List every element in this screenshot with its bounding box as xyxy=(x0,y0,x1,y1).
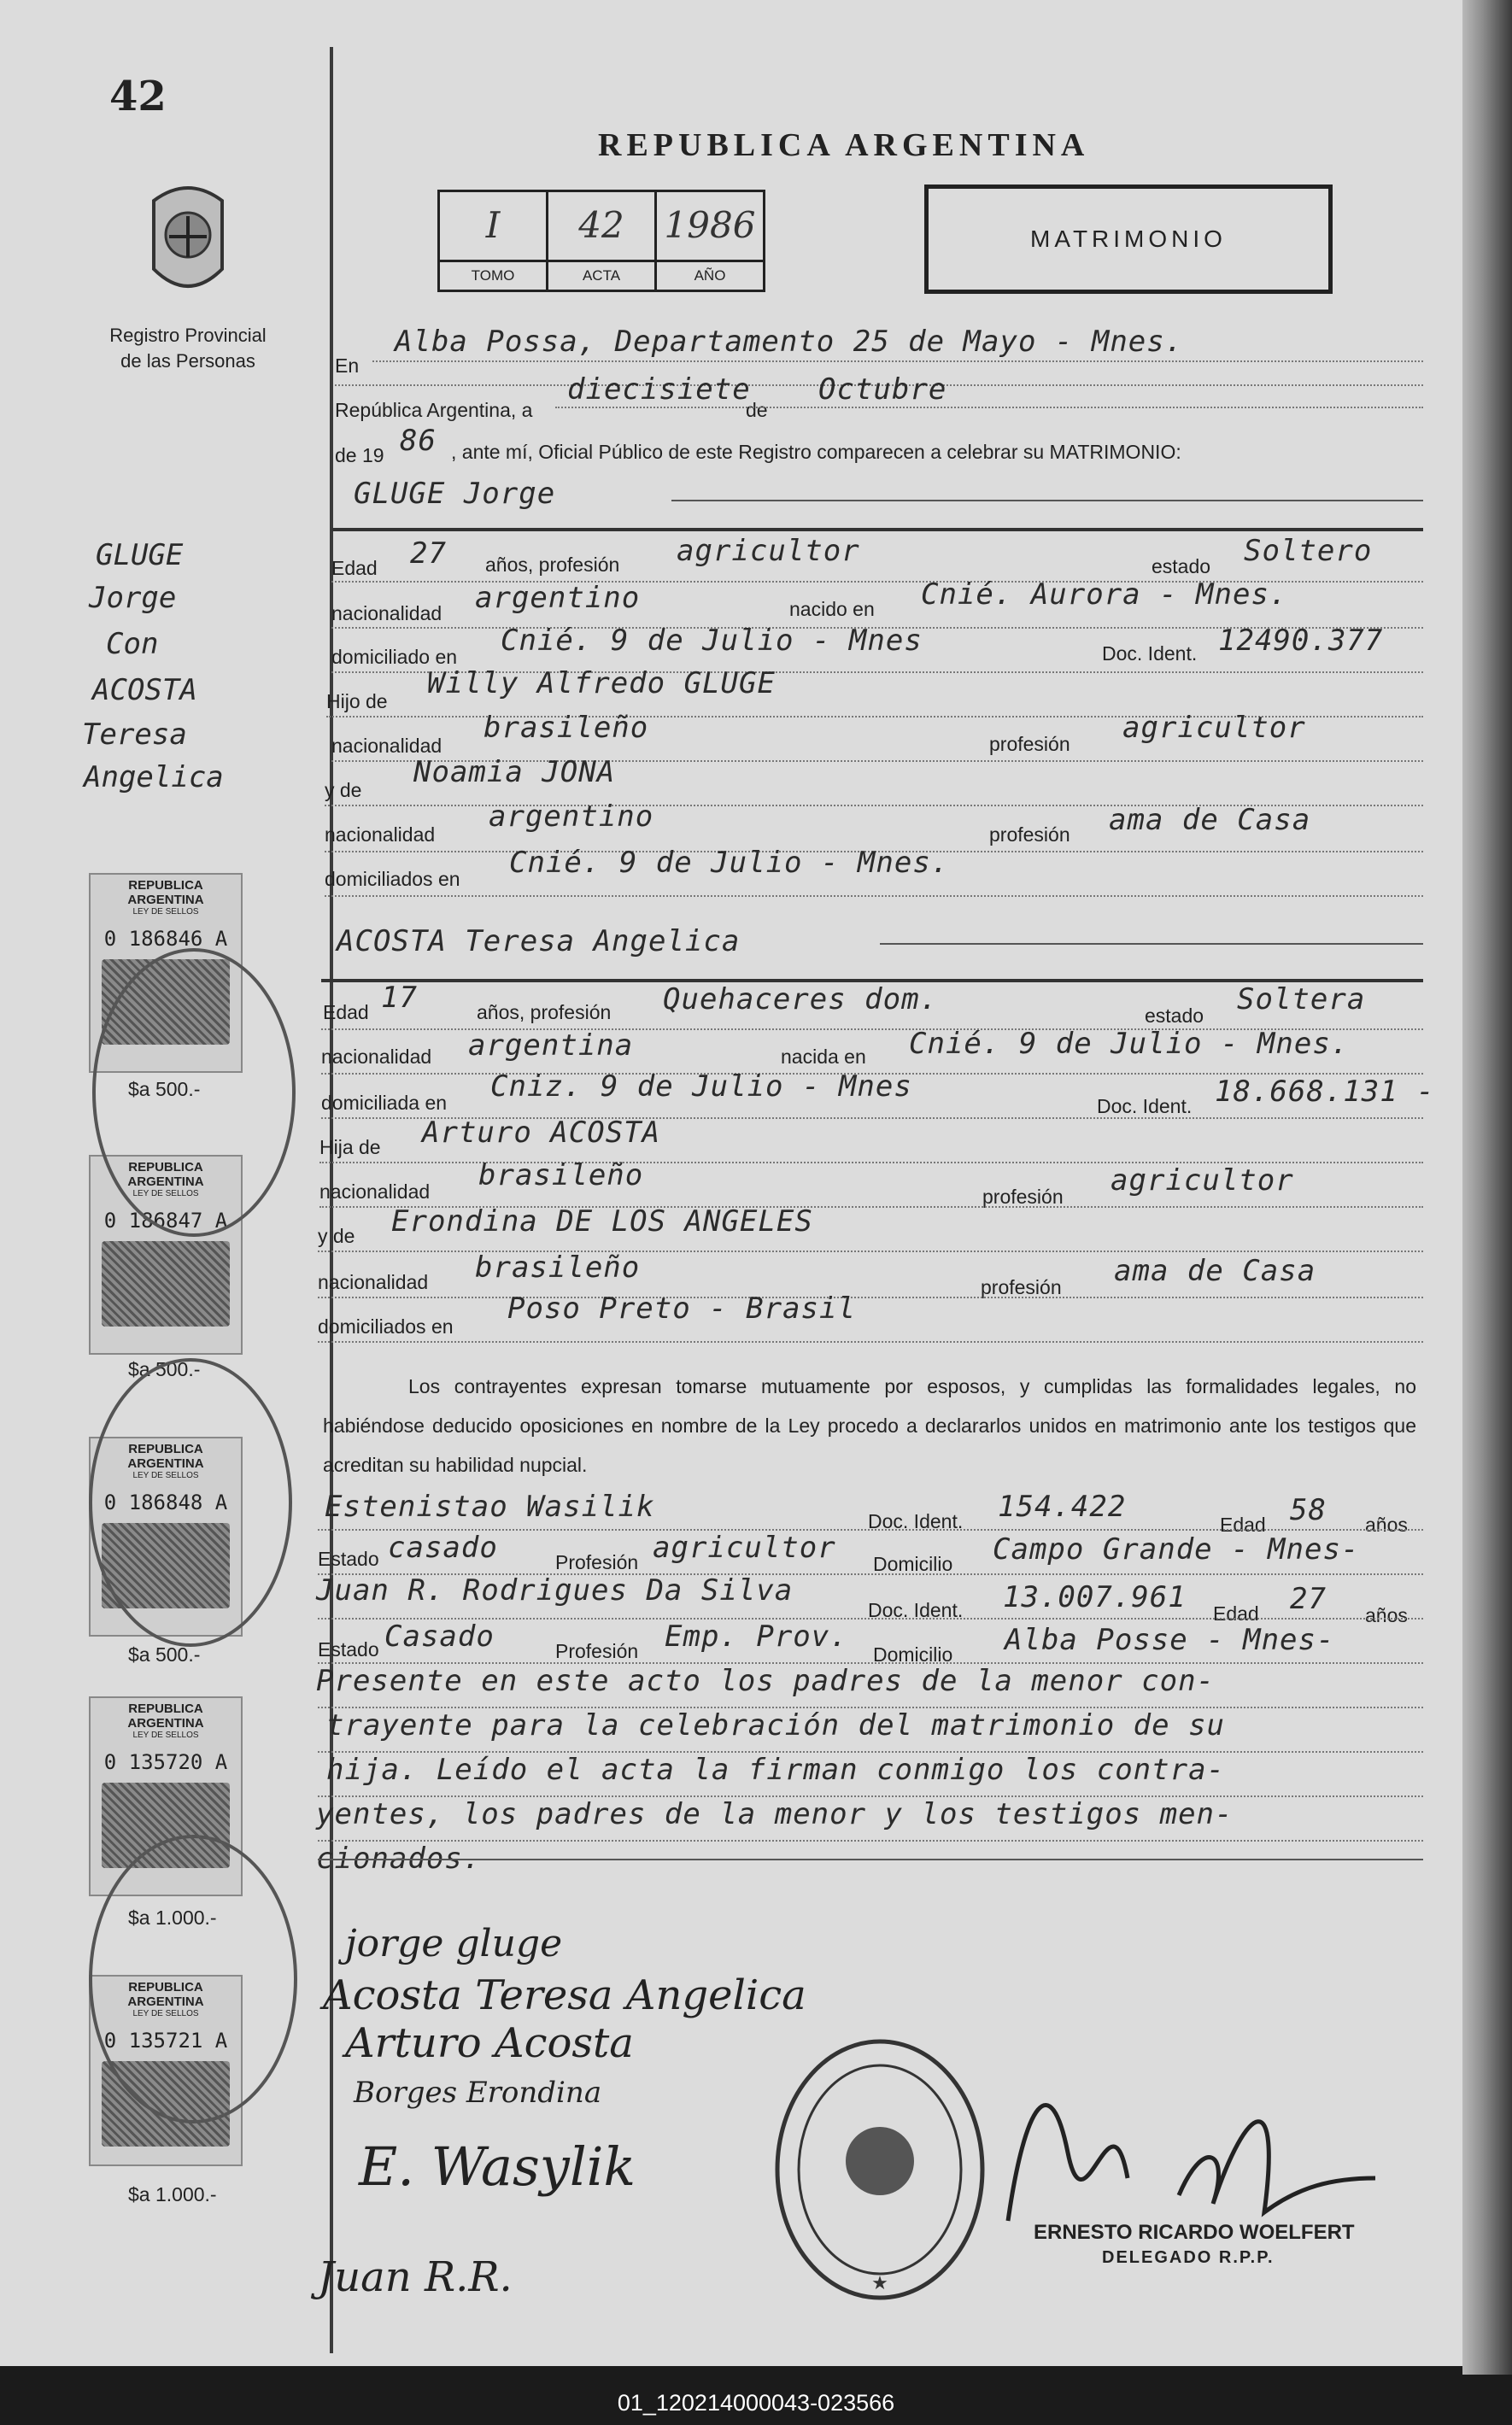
officer-title: DELEGADO R.P.P. xyxy=(1102,2248,1275,2267)
officer-signature-icon xyxy=(974,2050,1418,2238)
edad-label: Edad xyxy=(331,557,378,579)
rule xyxy=(880,943,1423,945)
year-value: 86 xyxy=(400,424,437,458)
witness1-address: Campo Grande - Mnes- xyxy=(993,1532,1360,1567)
country-title: REPUBLICA ARGENTINA xyxy=(598,127,1090,163)
month-value: Octubre xyxy=(818,372,947,407)
witness2-address: Alba Posse - Mnes- xyxy=(1005,1623,1335,1657)
yde-label: y de xyxy=(325,779,362,801)
edad-label: Edad xyxy=(1213,1602,1259,1625)
republica-label: República Argentina, a xyxy=(335,399,533,421)
edad-label: Edad xyxy=(323,1001,369,1023)
stamp-emblem-icon xyxy=(102,1241,230,1327)
groom-doc: 12490.377 xyxy=(1218,624,1384,658)
signature-groom: jorge gluge xyxy=(345,1922,563,1965)
page-number: 42 xyxy=(109,73,167,120)
cancellation-seal-icon xyxy=(89,1835,297,2123)
officer-name: ERNESTO RICARDO WOELFERT xyxy=(1034,2221,1355,2244)
bride-doc: 18.668.131 - xyxy=(1215,1075,1435,1109)
registry-name: Registro Provincial de las Personas xyxy=(109,325,267,372)
nacido-label: nacido en xyxy=(789,598,875,620)
profesion-label: profesión xyxy=(989,823,1070,846)
side-name: Teresa xyxy=(82,718,187,752)
bride-mother-nationality: brasileño xyxy=(475,1251,641,1285)
estado-label: Estado xyxy=(318,1638,379,1661)
nacionalidad-label: nacionalidad xyxy=(318,1271,429,1293)
side-name: ACOSTA xyxy=(92,673,197,707)
domiciliados-label: domiciliados en xyxy=(325,868,460,890)
declaration-paragraph: Los contrayentes expresan tomarse mutuamente por esposos, y cumplidas las formalidades legales, no habiéndose deducido oposiciones en nombre de la Ley procedo a declararlos unidos en matrimonio ante los testigos que acreditan su habilidad nupcial. xyxy=(323,1375,1416,1476)
binding-edge xyxy=(1462,0,1512,2375)
witness2-age: 27 xyxy=(1290,1582,1327,1616)
section-rule xyxy=(331,528,1423,531)
ano-cell: 1986 AÑO xyxy=(657,192,763,290)
bride-name: ACOSTA Teresa Angelica xyxy=(337,924,741,958)
hija-label: Hija de xyxy=(319,1136,381,1158)
bride-profession: Quehaceres dom. xyxy=(663,982,939,1016)
bride-status: Soltera xyxy=(1237,982,1366,1016)
domicilio-label: domiciliada en xyxy=(321,1092,448,1114)
witness1-doc: 154.422 xyxy=(998,1490,1127,1524)
groom-father: Willy Alfredo GLUGE xyxy=(427,666,776,700)
groom-mother: Noamia JONA xyxy=(413,755,616,789)
profesion-label: profesión xyxy=(981,1276,1062,1298)
groom-status: Soltero xyxy=(1244,534,1373,568)
svg-text:★: ★ xyxy=(871,2272,888,2293)
profesion-label: Profesión xyxy=(555,1640,639,1662)
stamp-price: $a 1.000.- xyxy=(128,1907,217,1929)
groom-address: Cnié. 9 de Julio - Mnes xyxy=(501,624,923,658)
nacionalidad-label: nacionalidad xyxy=(325,823,436,846)
hijo-label: Hijo de xyxy=(326,690,388,712)
nacida-label: nacida en xyxy=(781,1046,866,1068)
delegation-seal-icon xyxy=(769,2033,991,2306)
bride-birthplace: Cnié. 9 de Julio - Mnes. xyxy=(909,1027,1350,1061)
dotted-line xyxy=(555,407,1423,408)
witness1-age: 58 xyxy=(1290,1493,1327,1527)
profesion-label: profesión xyxy=(982,1186,1064,1208)
bride-nationality: argentina xyxy=(468,1028,634,1063)
groom-birthplace: Cnié. Aurora - Mnes. xyxy=(921,577,1288,612)
note-line: hija. Leído el acta la firman conmigo los contra- xyxy=(326,1753,1226,1787)
revenue-stamp: REPUBLICA ARGENTINA LEY DE SELLOS 0 186847 A xyxy=(89,1155,243,1355)
cancellation-seal-icon xyxy=(89,1358,292,1647)
profesion-label: años, profesión xyxy=(477,1001,612,1023)
profesion-label: años, profesión xyxy=(485,554,620,576)
anos-label: años xyxy=(1365,1604,1408,1626)
dotted-line xyxy=(318,1840,1423,1842)
en-label: En xyxy=(335,354,360,377)
profesion-label: Profesión xyxy=(555,1551,639,1573)
year-prefix: de 19 xyxy=(335,444,384,466)
domicilio-label: Domicilio xyxy=(873,1553,953,1575)
rule xyxy=(671,500,1423,501)
acta-cell: 42 ACTA xyxy=(548,192,657,290)
stamp-price: $a 500.- xyxy=(128,1643,201,1666)
groom-name: GLUGE Jorge xyxy=(354,477,556,511)
provincial-seal-icon xyxy=(137,175,239,303)
side-name: Jorge xyxy=(89,581,177,615)
estado-label: Estado xyxy=(318,1548,379,1570)
year-suffix: , ante mí, Oficial Público de este Registro comparecen a celebrar su MATRIMONIO: xyxy=(451,441,1181,463)
bride-father: Arturo ACOSTA xyxy=(422,1116,661,1150)
estado-label: estado xyxy=(1145,1005,1204,1027)
signature-witness2: Juan R.R. xyxy=(318,2253,513,2301)
dotted-line xyxy=(318,1297,1423,1298)
groom-father-nationality: brasileño xyxy=(483,711,649,745)
act-type-box: MATRIMONIO xyxy=(924,185,1333,294)
bride-mother-profession: ama de Casa xyxy=(1114,1254,1316,1288)
bride-age: 17 xyxy=(381,981,418,1015)
bride-mother: Erondina DE LOS ANGELES xyxy=(391,1204,813,1239)
revenue-stamp: REPUBLICA ARGENTINA LEY DE SELLOS 0 186848 A xyxy=(89,1437,243,1637)
witness1-profession: agricultor xyxy=(653,1531,836,1565)
nacionalidad-label: nacionalidad xyxy=(331,735,442,757)
place-value: Alba Possa, Departamento 25 de Mayo - Mnes. xyxy=(395,325,1184,359)
record-box xyxy=(437,190,765,292)
groom-age: 27 xyxy=(410,536,447,571)
doc-label: Doc. Ident. xyxy=(1102,642,1198,665)
doc-label: Doc. Ident. xyxy=(868,1599,964,1621)
note-line: trayente para la celebración del matrimonio de su xyxy=(326,1708,1226,1743)
image-id: 01_120214000043-023566 xyxy=(617,2390,895,2416)
bride-address: Cniz. 9 de Julio - Mnes xyxy=(490,1069,912,1104)
note-line: cionados. xyxy=(316,1842,482,1876)
witness1-status: casado xyxy=(388,1531,498,1565)
doc-label: Doc. Ident. xyxy=(868,1510,964,1532)
nacionalidad-label: nacionalidad xyxy=(321,1046,432,1068)
bride-father-nationality: brasileño xyxy=(478,1158,644,1192)
cancellation-seal-icon xyxy=(92,948,296,1237)
bride-father-profession: agricultor xyxy=(1111,1163,1294,1198)
witness2-name: Juan R. Rodrigues Da Silva xyxy=(316,1573,794,1608)
groom-father-profession: agricultor xyxy=(1122,711,1306,745)
stamp-price: $a 1.000.- xyxy=(128,2183,217,2205)
stamp-price: $a 500.- xyxy=(128,1358,201,1380)
witness2-status: Casado xyxy=(384,1620,495,1654)
signature-bride-father: Arturo Acosta xyxy=(345,2019,634,2067)
side-name: GLUGE xyxy=(96,538,184,572)
witness2-profession: Emp. Prov. xyxy=(665,1620,848,1654)
day-value: diecisiete xyxy=(567,372,751,407)
doc-label: Doc. Ident. xyxy=(1097,1095,1193,1117)
note-line: Presente en este acto los padres de la menor con- xyxy=(316,1664,1216,1698)
side-name: Con xyxy=(106,627,159,661)
groom-mother-nationality: argentino xyxy=(489,800,654,834)
note-line: yentes, los padres de la menor y los testigos men- xyxy=(316,1797,1234,1831)
nacionalidad-label: nacionalidad xyxy=(331,602,442,624)
edad-label: Edad xyxy=(1220,1514,1266,1536)
groom-profession: agricultor xyxy=(677,534,860,568)
revenue-stamp: REPUBLICA ARGENTINA LEY DE SELLOS 0 135721 A xyxy=(89,1975,243,2166)
signature-bride: Acosta Teresa Angelica xyxy=(323,1971,806,2019)
domicilio-label: Domicilio xyxy=(873,1643,953,1666)
profesion-label: profesión xyxy=(989,733,1070,755)
groom-nationality: argentino xyxy=(475,581,641,615)
dotted-line xyxy=(318,1341,1423,1343)
estado-label: estado xyxy=(1152,555,1211,577)
anos-label: años xyxy=(1365,1514,1408,1536)
revenue-stamp: REPUBLICA ARGENTINA LEY DE SELLOS 0 135720 A xyxy=(89,1696,243,1896)
nacionalidad-label: nacionalidad xyxy=(319,1180,431,1203)
de-label: de xyxy=(746,399,768,421)
side-name: Angelica xyxy=(84,760,224,794)
groom-mother-profession: ama de Casa xyxy=(1109,803,1311,837)
signature-bride-mother: Borges Erondina xyxy=(354,2076,602,2110)
tomo-cell: I TOMO xyxy=(440,192,548,290)
signature-witness1: E. Wasylik xyxy=(359,2135,636,2198)
bride-parents-address: Poso Preto - Brasil xyxy=(507,1292,856,1326)
rule xyxy=(318,1859,1423,1860)
witness1-name: Estenistao Wasilik xyxy=(325,1490,655,1524)
dotted-line xyxy=(372,360,1423,362)
revenue-stamp: REPUBLICA ARGENTINA LEY DE SELLOS 0 186846 A xyxy=(89,873,243,1073)
domiciliados-label: domiciliados en xyxy=(318,1315,454,1338)
stamp-price: $a 500.- xyxy=(128,1078,201,1100)
dotted-line xyxy=(325,895,1423,897)
witness2-doc: 13.007.961 xyxy=(1003,1580,1187,1614)
groom-parents-address: Cnié. 9 de Julio - Mnes. xyxy=(509,846,950,880)
yde-label: y de xyxy=(318,1225,355,1247)
domicilio-label: domiciliado en xyxy=(331,646,458,668)
